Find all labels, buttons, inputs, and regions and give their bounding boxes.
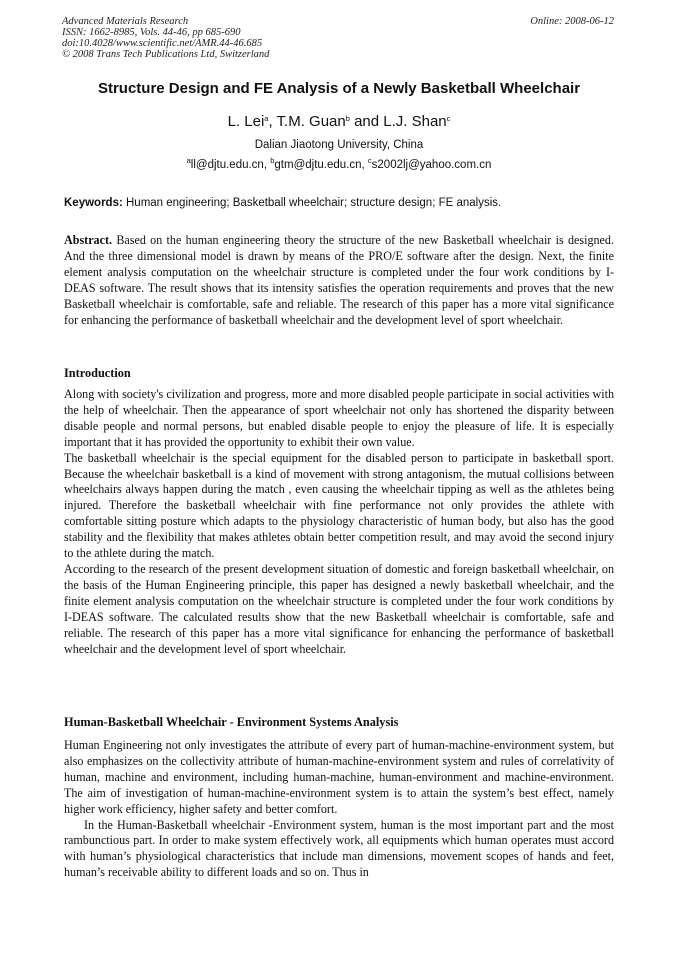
- doi-line: doi:10.4028/www.scientific.net/AMR.44-46.685: [62, 38, 263, 49]
- abstract-text: Based on the human engineering theory the structure of the new Basketball wheelchair is designed. And the three dimensional model is drawn by means of the PRO/E software after the design. Next, the finite element analysis computation on the wheelchair structure is completed under the four work conditions by I-DEAS software. The result shows that its intensity satisfies the operation requirements and proves that the new Basketball wheelchair is comfortable, safe and reliable. The research of this paper has a more vital significance for enhancing the performance of basketball wheelchair and the development level of sport wheelchair.: [64, 233, 614, 327]
- paragraph: In the Human-Basketball wheelchair -Environment system, human is the most important part and the most rambunctious part. In order to make system effectively work, all equipments which human operates must accord with human’s physiological characteristics that include man dimensions, movement scopes of hands and feet, human’s receivable ability to different loads and so on. Thus in: [64, 817, 614, 880]
- email-address: s2002lj@yahoo.com.cn: [371, 159, 492, 171]
- keywords: [64, 197, 614, 209]
- keywords-text: Human engineering; Basketball wheelchair; structure design; FE analysis.: [122, 197, 502, 209]
- abstract-label: Abstract.: [64, 233, 113, 247]
- paragraph: According to the research of the present development situation of domestic and foreign basketball wheelchair, on the basis of the Human Engineering principle, this paper has designed a newly basketball wheelchair, and the finite element analysis computation on the wheelchair structure is completed under the four work conditions by I-DEAS software. The calculated results show that the new Basketball wheelchair is comfortable, safe and reliable. The research of this paper has a more vital significance for enhancing the performance of basketball wheelchair and the development level of sport wheelchair.: [64, 561, 614, 656]
- abstract-paragraph: [64, 233, 614, 328]
- author-affil-mark: a: [264, 114, 269, 123]
- journal-name: Advanced Materials Research: [62, 16, 189, 27]
- email-address: ll@djtu.edu.cn,: [190, 159, 271, 171]
- paper-title: Structure Design and FE Analysis of a Newly Basketball Wheelchair: [97, 80, 581, 97]
- email-list: [0, 156, 678, 171]
- author-name: L. Lei: [227, 113, 265, 130]
- section-heading: Human-Basketball Wheelchair - Environment Systems Analysis: [64, 715, 399, 729]
- introduction-body: [64, 387, 614, 657]
- author-affil-mark: c: [446, 114, 451, 123]
- issn-line: ISSN: 1662-8985, Vols. 44-46, pp 685-690: [62, 27, 241, 38]
- author-list: [0, 113, 678, 130]
- paragraph: The basketball wheelchair is the special equipment for the disabled person to participate in basketball sport. Because the wheelchair basketball is a kind of movement with strong antagonism, the mutual collisions between wheelchairs always happen during the match , even causing the wheelchair tipping as well as the athletes being injured. Therefore the basketball wheelchair with fine performance not only provides the athlete with comfortable sitting posture which adapts to the physiology characteristic of human body, but also has the good stability and the flexibility that makes athletes obtain better competition result, and may avoid the second injury to the athlete during the match.: [64, 450, 614, 561]
- paragraph: Along with society's civilization and progress, more and more disabled people participate in social activities with the help of wheelchair. Then the appearance of sport wheelchair not only has shortened the disparity between disable people and normal persons, but enabled disable people to enjoy the pleasure of life. It is especially important that it has provided the opportunity to exhibit their own value.: [64, 387, 614, 449]
- online-date: Online: 2008-06-12: [530, 16, 614, 27]
- journal-header: [62, 16, 614, 60]
- introduction-heading: Introduction: [64, 366, 131, 380]
- keywords-label: Keywords:: [64, 197, 123, 209]
- section-body: [64, 738, 614, 881]
- affiliation: Dalian Jiaotong University, China: [254, 139, 424, 151]
- email-address: gtm@djtu.edu.cn,: [274, 159, 368, 171]
- copyright-line: © 2008 Trans Tech Publications Ltd, Switzerland: [62, 49, 270, 60]
- author-affil-mark: b: [345, 114, 350, 123]
- paragraph: Human Engineering not only investigates the attribute of every part of human-machine-environment system, but also emphasizes on the collectivity attribute of human-machine-environment system and rules of correlativity of human, machine and environment, including human-machine, human-environment and machine-environment. The aim of investigation of human-machine-environment system is to attain the system’s best effect, namely higher work efficiency, higher safety and better comfort.: [64, 738, 614, 816]
- email-mark: a: [186, 156, 191, 165]
- email-mark: c: [367, 156, 372, 165]
- email-mark: b: [270, 156, 275, 165]
- author-name: , T.M. Guan: [268, 113, 346, 130]
- author-name: and L.J. Shan: [349, 113, 447, 130]
- abstract: [64, 233, 614, 328]
